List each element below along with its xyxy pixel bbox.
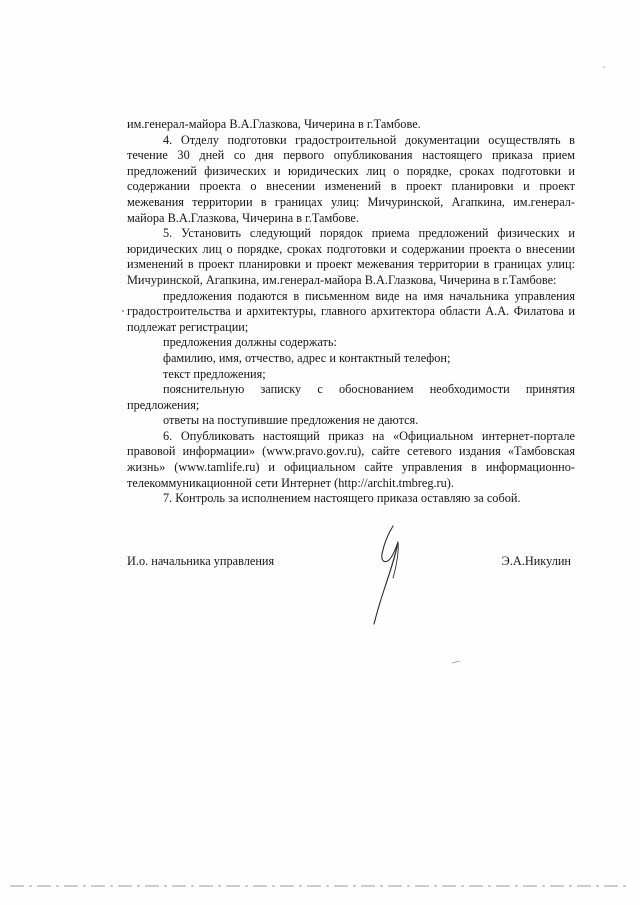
sub-item-contents: предложения должны содержать: [163,335,337,350]
line-continuation: им.генерал-майора В.А.Глазкова, Чичерина в г.Тамбове. [127,117,421,131]
sub-item-note: пояснительную записку с обоснованием необходимости принятия предложения; [127,382,575,412]
sub-item-answers: ответы на поступившие предложения не даются. [163,413,419,428]
sub-item-text: текст предложения; [163,366,266,381]
item-5-paragraph: 5. Установить следующий порядок приема предложений физических и юридических лиц о порядке, сроках подготовки и содержании проекта о внесении изменений в проект планировки и проект межевания территории в границах улиц: Мичуринской, Агапкина, им.генерал-майора В.А.Глазкова, Чичерина в г.Тамбове: [127,226,575,287]
sub-item-name-address: фамилию, имя, отчество, адрес и контактный телефон; [163,350,451,365]
signatory-name: Э.А.Никулин [501,554,571,568]
item-6-paragraph: 6. Опубликовать настоящий приказ на «Официальном интернет-портале правовой информации» (www.pravo.gov.ru), сайте сетевого издания «Тамбовская жизнь» (www.tamlife.ru) и официальном сайте управления в информационно-телекоммуникационной сети Интернет (http://archit.tmbreg.ru). [127,428,575,490]
sub-item-submission: предложения подаются в письменном виде на имя начальника управления градостроительства и архитектуры, главного архитектора области А.А. Филатова и подлежат регистрации; [127,288,575,334]
item-7-paragraph: 7. Контроль за исполнением настоящего приказа оставляю за собой. [163,491,521,506]
item-4-paragraph: 4. Отделу подготовки градостроительной документации осуществлять в течение 30 дней со дня первого опубликования настоящего приказа прием предложений физических и юридических лиц о порядке, сроках подготовки и содержании проекта о внесении изменений в проект планировки и проект межевания территории в границах улиц: Мичуринской, Агапкина, им.генерал-майора В.А.Глазкова, Чичерина в г.Тамбове. [127,132,575,225]
position-title: И.о. начальника управления [127,554,275,568]
